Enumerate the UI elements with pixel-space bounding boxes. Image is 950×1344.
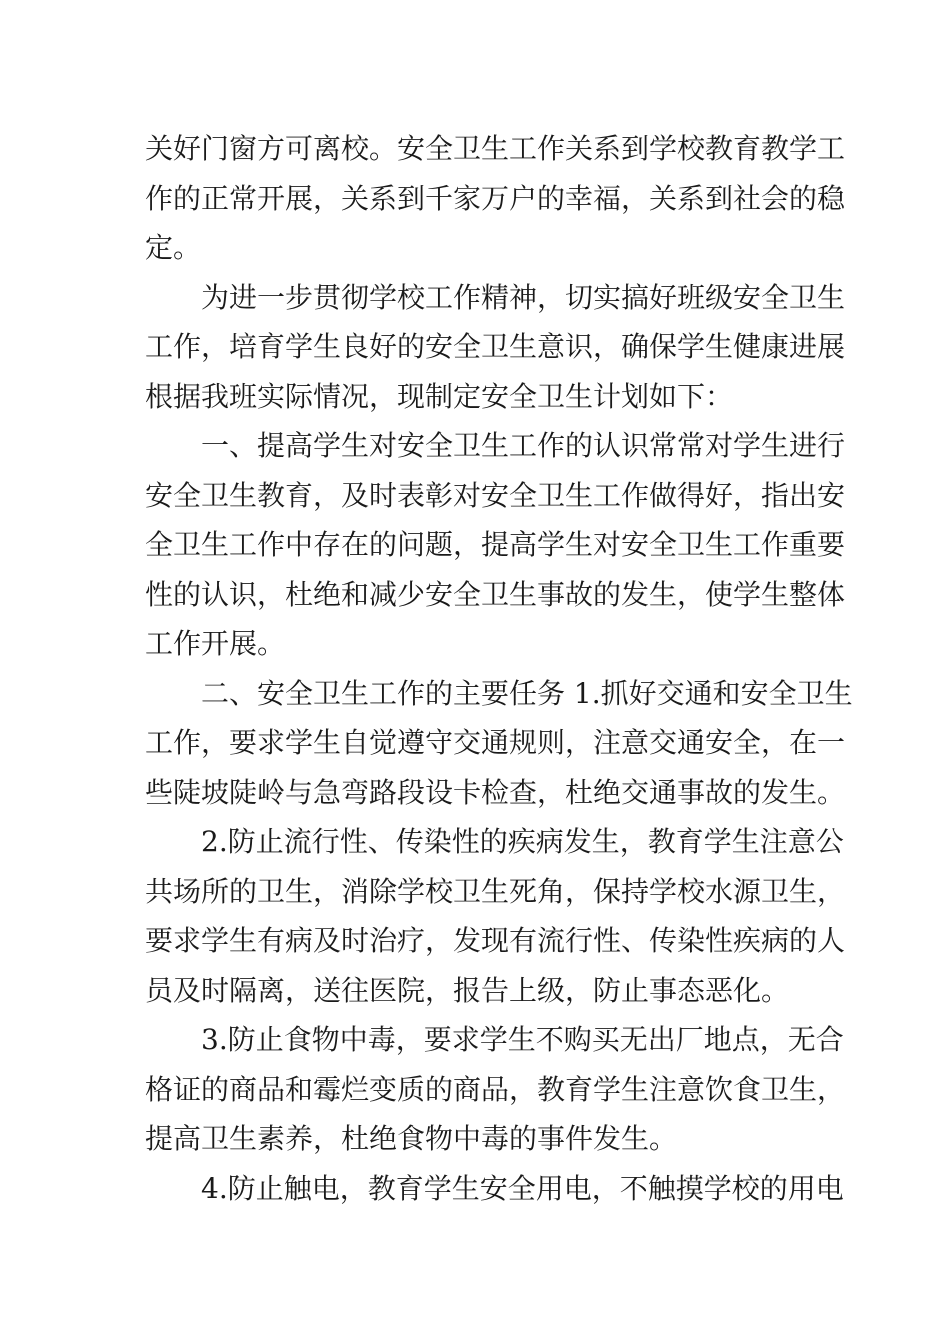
- text-line: 一、提高学生对安全卫生工作的认识常常对学生进行: [145, 429, 846, 462]
- text-line: 提高卫生素养，杜绝食物中毒的事件发生。: [145, 1122, 678, 1155]
- text-line: 3.防止食物中毒，要求学生不购买无出厂地点，无合: [145, 1023, 844, 1056]
- text-line: 关好门窗方可离校。安全卫生工作关系到学校教育教学工: [145, 132, 846, 165]
- text-line: 员及时隔离，送往医院，报告上级，防止事态恶化。: [145, 973, 790, 1007]
- text-line: 些陡坡陡岭与急弯路段设卡检查，杜绝交通事故的发生。: [145, 775, 846, 809]
- text-line: 性的认识，杜绝和减少安全卫生事故的发生，使学生整体: [145, 577, 846, 611]
- text-line: 工作，培育学生良好的安全卫生意识，确保学生健康进展: [145, 330, 846, 363]
- text-line: 要求学生有病及时治疗，发现有流行性、传染性疾病的人: [145, 924, 846, 957]
- text-line: 2.防止流行性、传染性的疾病发生，教育学生注意公: [145, 825, 844, 858]
- text-line: 全卫生工作中存在的问题，提高学生对安全卫生工作重要: [145, 528, 846, 561]
- text-line: 为进一步贯彻学校工作精神，切实搞好班级安全卫生: [145, 280, 846, 314]
- text-line: 工作，要求学生自觉遵守交通规则，注意交通安全，在一: [145, 726, 846, 759]
- text-line: 格证的商品和霉烂变质的商品，教育学生注意饮食卫生，: [145, 1072, 846, 1106]
- text-line: 定。: [145, 231, 202, 264]
- text-line: 4.防止触电，教育学生安全用电，不触摸学校的用电: [145, 1171, 844, 1205]
- text-line: 作的正常开展，关系到千家万户的幸福，关系到社会的稳: [145, 181, 846, 215]
- text-line: 工作开展。: [145, 627, 286, 660]
- text-line: 根据我班实际情况，现制定安全卫生计划如下：: [145, 379, 734, 413]
- document-body: [145, 124, 853, 1213]
- text-line: 二、安全卫生工作的主要任务 1.抓好交通和安全卫生: [145, 676, 853, 710]
- text-line: 共场所的卫生，消除学校卫生死角，保持学校水源卫生，: [145, 874, 846, 908]
- text-line: 安全卫生教育，及时表彰对安全卫生工作做得好，指出安: [145, 478, 846, 512]
